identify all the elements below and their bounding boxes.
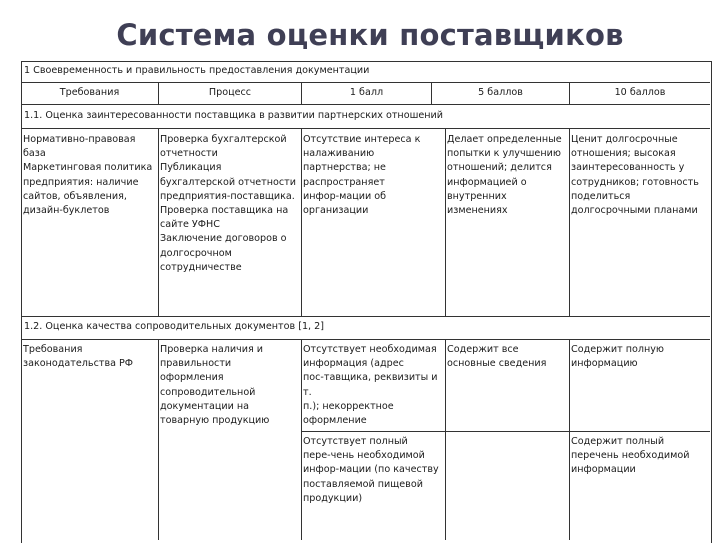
column-header-score-10: 10 баллов	[614, 87, 666, 98]
row-divider	[21, 316, 710, 317]
score-10-cell: Содержит полную информацию	[571, 344, 665, 370]
column-divider	[301, 339, 302, 540]
requirements-cell: Нормативно-правовая база Маркетинговая политика предприятия: наличие сайтов, объявления, дизайн-буклетов	[23, 134, 153, 217]
score-1-cell: Отсутствие интереса к налаживанию партнерства; не распространяет инфор-мации об организации	[303, 134, 421, 217]
row-divider	[21, 128, 710, 129]
requirements-cell: Требования законодательства РФ	[23, 344, 134, 370]
column-divider	[445, 128, 446, 316]
subsection-title: 1.1. Оценка заинтересованности поставщика в развитии партнерских отношений	[24, 110, 444, 121]
column-divider	[158, 128, 159, 316]
row-divider	[21, 82, 710, 83]
page-title: Система оценки поставщиков	[116, 18, 624, 52]
score-10-cell: Ценит долгосрочные отношения; высокая заинтересованность у сотрудников; готовность поделиться долгосрочными планами	[571, 134, 699, 217]
column-header-score-1: 1 балл	[349, 87, 384, 98]
column-header-process: Процесс	[208, 87, 252, 98]
section-title: 1 Своевременность и правильность предоставления документации	[24, 65, 370, 76]
column-divider	[569, 128, 570, 316]
row-divider	[301, 431, 710, 432]
score-10-cell: Содержит полный перечень необходимой информации	[571, 436, 690, 476]
process-cell: Проверка наличия и правильности оформления сопроводительной документации на товарную продукцию	[160, 344, 270, 427]
subsection-title: 1.2. Оценка качества сопроводительных документов [1, 2]	[24, 321, 324, 332]
row-divider	[21, 339, 710, 340]
column-header-requirements: Требования	[59, 87, 120, 98]
score-5-cell: Делает определенные попытки к улучшению отношений; делится информацией о внутренних изменениях	[447, 134, 562, 217]
score-1-cell: Отсутствует полный пере-чень необходимой инфор-мации (по качеству поставляемой пищевой продукции)	[303, 436, 439, 504]
column-divider	[158, 339, 159, 540]
process-cell: Проверка бухгалтерской отчетности Публикация бухгалтерской отчетности предприятия-поставщика. Проверка поставщика на сайте УФНС Заключение договоров о долгосрочном сотрудничестве	[160, 134, 296, 273]
score-1-cell: Отсутствует необходимая информация (адрес пос-тавщика, реквизиты и т. п.); некорректное оформление	[303, 344, 438, 427]
column-divider	[569, 339, 570, 540]
column-header-score-5: 5 баллов	[478, 87, 523, 98]
column-divider	[445, 339, 446, 540]
score-5-cell: Содержит все основные сведения	[447, 344, 547, 370]
row-divider	[21, 104, 710, 105]
column-divider	[301, 128, 302, 316]
